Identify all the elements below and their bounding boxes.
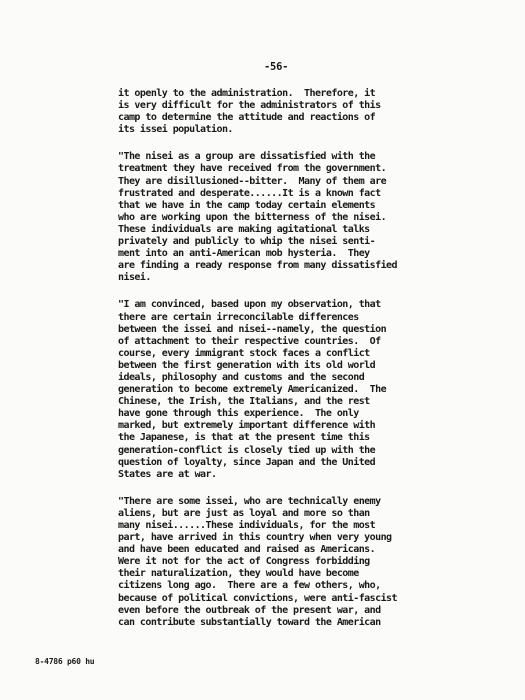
text-line: privately and publicly to whip the nisei senti-	[118, 236, 376, 248]
text-line: between the first generation with its old world	[118, 359, 376, 371]
text-line: and have been educated and raised as Americans.	[118, 544, 376, 556]
text-line: of attachment to their respective countries. Of	[118, 335, 381, 347]
text-line: They are disillusioned--bitter. Many of them are	[118, 175, 387, 187]
text-line: part, have arrived in this country when very young	[118, 532, 392, 544]
paragraph-2	[118, 151, 418, 284]
text-line: are finding a ready response from many dissatisfied	[118, 260, 397, 272]
page-number: -56-	[264, 61, 289, 73]
text-line: treatment they have received from the government.	[118, 163, 387, 175]
text-line: its issei population.	[118, 124, 233, 136]
paragraph-3	[118, 299, 418, 480]
text-line: between the issei and nisei--namely, the question	[118, 323, 387, 335]
footer-code: 8-4786 p60 hu	[35, 657, 95, 666]
paragraph-gap	[118, 284, 418, 299]
text-line: generation to become extremely Americanized. The	[118, 384, 387, 396]
text-line: "There are some issei, who are technically enemy	[118, 495, 381, 507]
text-line: many nisei......These individuals, for the most	[118, 520, 376, 531]
text-line: it openly to the administration. Therefore, it	[118, 88, 376, 99]
text-line: Chinese, the Irish, the Italians, and the rest	[118, 396, 370, 408]
text-line: generation-conflict is closely tied up with the	[118, 444, 376, 456]
text-line: have gone through this experience. The only	[118, 408, 359, 420]
text-line: because of political convictions, were anti-fascist	[118, 592, 397, 604]
text-line: their naturalization, they would have become	[118, 568, 359, 580]
text-line: ment into an anti-American mob hysteria. They	[118, 248, 370, 260]
text-line: can contribute substantially toward the American	[118, 616, 381, 628]
text-line: These individuals are making agitational talks	[118, 223, 370, 235]
text-line: who are working upon the bitterness of the nisei.	[118, 211, 387, 223]
body-text	[118, 88, 418, 629]
paragraph-gap	[118, 136, 418, 151]
text-line: "I am convinced, based upon my observation, that	[118, 299, 381, 311]
text-line: aliens, but are just as loyal and more so than	[118, 507, 370, 519]
text-line: question of loyalty, since Japan and the United	[118, 456, 376, 468]
text-line: ideals, philosophy and customs and the second	[118, 371, 365, 383]
text-line: citizens long ago. There are a few others, who,	[118, 580, 381, 592]
text-line: frustrated and desperate......It is a known fact	[118, 187, 381, 199]
text-line: even before the outbreak of the present war, and	[118, 604, 381, 616]
paragraph-gap	[118, 481, 418, 496]
paragraph-1	[118, 88, 418, 136]
text-line: that we have in the camp today certain elements	[118, 199, 376, 211]
text-line: camp to determine the attitude and reactions of	[118, 112, 376, 124]
text-line: nisei.	[118, 272, 151, 284]
text-line: course, every immigrant stock faces a conflict	[118, 347, 370, 359]
text-line: the Japanese, is that at the present time this	[118, 432, 370, 444]
text-line: "The nisei as a group are dissatisfied with the	[118, 151, 376, 163]
text-line: there are certain irreconcilable differences	[118, 311, 359, 323]
paragraph-4	[118, 496, 418, 629]
text-line: marked, but extremely important difference with	[118, 420, 376, 432]
text-line: States are at war.	[118, 468, 217, 480]
text-line: is very difficult for the administrators of this	[118, 100, 381, 112]
text-line: Were it not for the act of Congress forbidding	[118, 556, 370, 568]
